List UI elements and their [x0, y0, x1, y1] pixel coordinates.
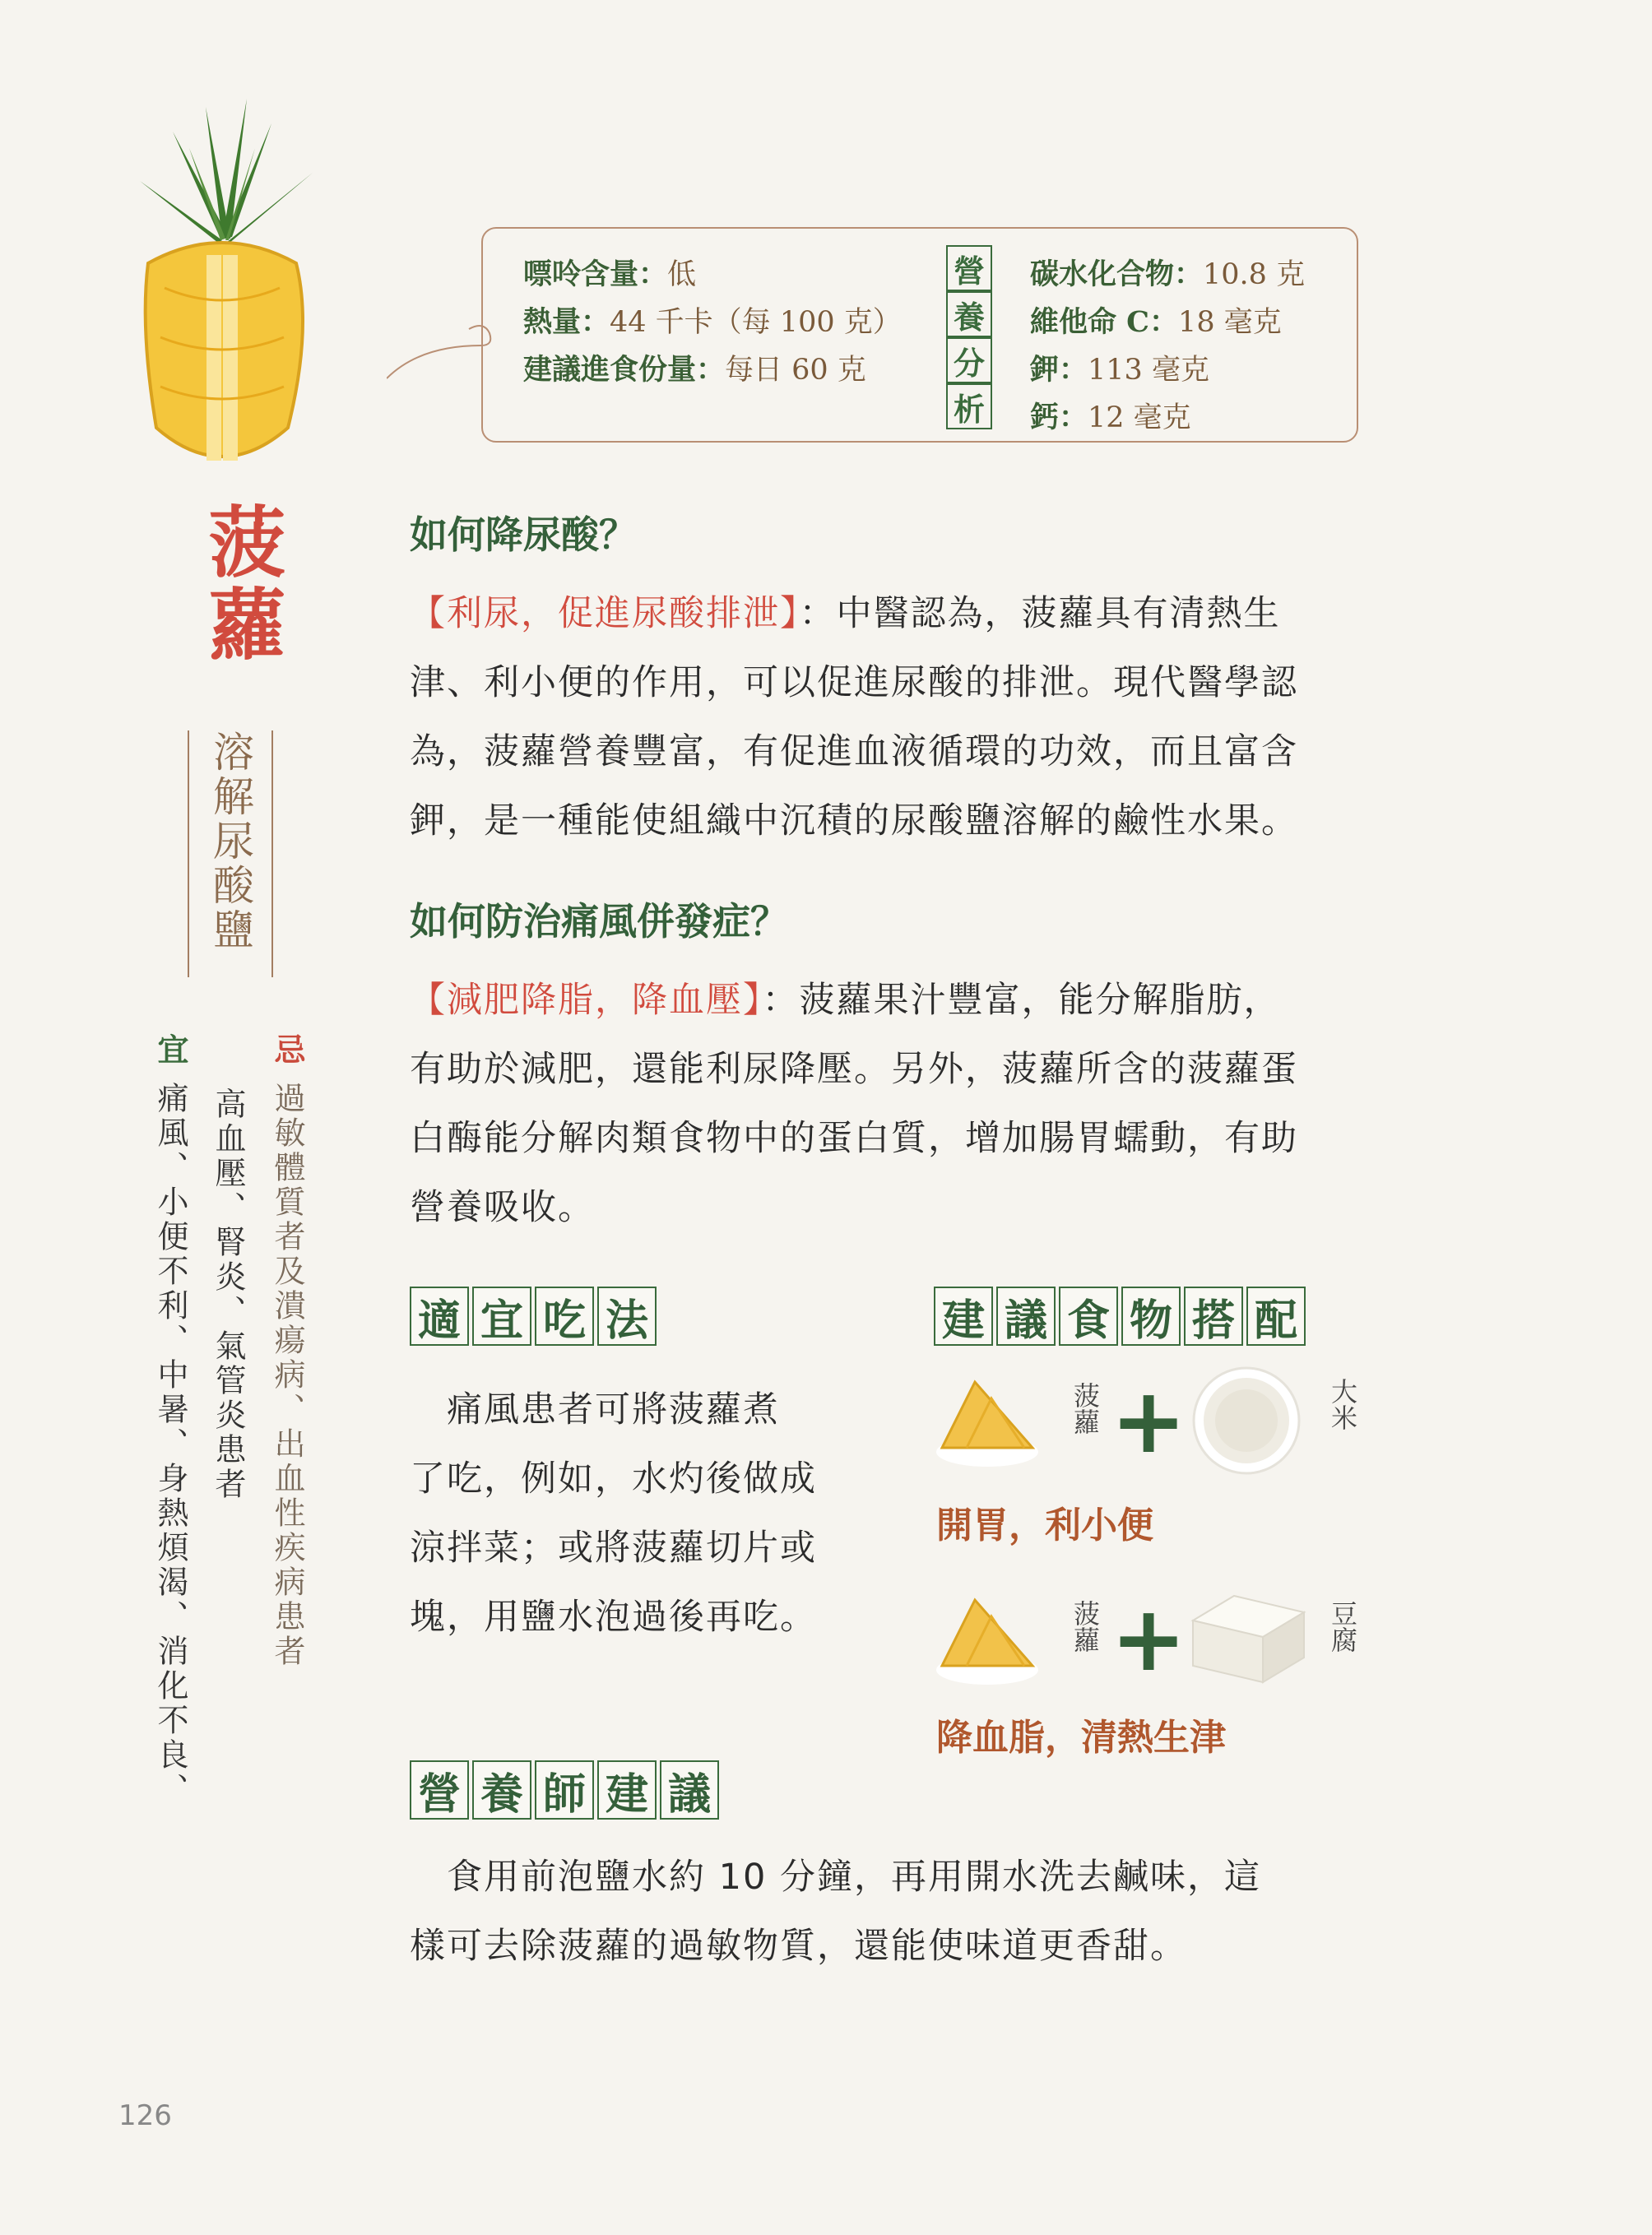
plus-icon: + — [1111, 1368, 1187, 1473]
page-number: 126 — [118, 2099, 172, 2132]
label-char: 養 — [946, 291, 992, 337]
nutrition-analysis-label — [945, 245, 993, 426]
section-heading-uric-acid: 如何降尿酸？ — [410, 512, 637, 557]
rice-image — [1191, 1366, 1302, 1477]
heading-char: 食 — [1059, 1287, 1118, 1346]
nutritionist-advice-heading — [410, 1760, 722, 1820]
body-line: 有助於減肥，還能利尿降壓。另外，菠蘿所含的菠蘿蛋 — [410, 1049, 1298, 1090]
heading-char: 吃 — [535, 1287, 594, 1346]
eating-method-body — [410, 1375, 870, 1652]
heading-char: 議 — [660, 1760, 719, 1820]
pair-item-tofu: 豆腐 — [1327, 1600, 1358, 1653]
body-line: 塊，用鹽水泡過後再吃。 — [410, 1597, 817, 1638]
section-heading-complications: 如何防治痛風併發症？ — [410, 899, 788, 944]
body-line: 涼拌菜；或將菠蘿切片或 — [410, 1528, 817, 1569]
body-line: 痛風患者可將菠蘿煮 — [410, 1389, 780, 1430]
heading-char: 營 — [410, 1760, 469, 1820]
nutrition-serving: 建議進食份量：每日 60 克 — [523, 353, 866, 387]
avoid-text-2: 高血壓、腎炎、氣管炎患者 — [210, 1087, 246, 1502]
pair-item-pineapple: 菠蘿 — [1070, 1600, 1101, 1653]
highlight-tag: 【減肥降脂，降血壓】 — [410, 980, 763, 1021]
pineapple-slice-image — [934, 1370, 1041, 1468]
pair-item-rice: 大米 — [1327, 1378, 1358, 1430]
nutrition-calories: 熱量：44 千卡（每 100 克） — [523, 305, 902, 339]
body-line: 津、利小便的作用，可以促進尿酸的排泄。現代醫學認 — [410, 662, 1298, 703]
nutrition-carbs: 碳水化合物：10.8 克 — [1030, 257, 1306, 291]
body-line: 食用前泡鹽水約 10 分鐘，再用開水洗去鹹味，這 — [410, 1857, 1262, 1898]
subtitle-frame — [188, 730, 273, 977]
section-body-complications — [410, 966, 1389, 1242]
label-char: 營 — [946, 245, 992, 291]
plus-icon: + — [1111, 1586, 1187, 1691]
heading-char: 配 — [1246, 1287, 1306, 1346]
nutrition-potassium: 鉀：113 毫克 — [1030, 353, 1209, 387]
heading-char: 宜 — [472, 1287, 531, 1346]
heading-char: 適 — [410, 1287, 469, 1346]
label-char: 分 — [946, 337, 992, 383]
avoid-text-1: 過敏體質者及潰瘍病、出血性疾病患者 — [269, 1082, 305, 1669]
suitable-label: 宜 — [152, 1033, 188, 1068]
body-line: 白酶能分解肉類食物中的蛋白質，增加腸胃蠕動，有助 — [410, 1118, 1298, 1159]
nutrition-purine: 嘌呤含量：低 — [523, 257, 697, 291]
pair-item-pineapple: 菠蘿 — [1070, 1382, 1101, 1435]
nutritionist-advice-body — [410, 1843, 1389, 1981]
page-title: 菠蘿 — [195, 502, 285, 666]
pineapple-slice-image — [934, 1588, 1041, 1686]
heading-char: 建 — [934, 1287, 993, 1346]
body-line: 了吃，例如，水灼後做成 — [410, 1458, 817, 1500]
heading-char: 搭 — [1184, 1287, 1243, 1346]
body-line: 為，菠蘿營養豐富，有促進血液循環的功效，而且富含 — [410, 731, 1298, 772]
heading-char: 建 — [597, 1760, 657, 1820]
heading-char: 物 — [1121, 1287, 1181, 1346]
pineapple-image — [123, 99, 321, 477]
subtitle: 溶解尿酸鹽 — [206, 730, 254, 953]
suitable-text: 痛風、小便不利、中暑、身熱煩渴、消化不良、 — [152, 1082, 188, 1807]
decorative-swirl — [387, 313, 494, 387]
eating-method-heading — [410, 1287, 660, 1346]
body-line: ：菠蘿果汁豐富，能分解脂肪， — [762, 980, 1281, 1021]
body-line: ：中醫認為，菠蘿具有清熱生 — [799, 593, 1281, 634]
heading-char: 法 — [597, 1287, 657, 1346]
body-line: 營養吸收。 — [410, 1187, 595, 1228]
body-line: 樣可去除菠蘿的過敏物質，還能使味道更香甜。 — [410, 1926, 1187, 1967]
section-body-uric-acid — [410, 579, 1389, 856]
heading-char: 養 — [472, 1760, 531, 1820]
pair-caption-1: 開胃，利小便 — [936, 1505, 1153, 1546]
tofu-image — [1185, 1588, 1308, 1686]
body-line: 鉀，是一種能使組織中沉積的尿酸鹽溶解的鹼性水果。 — [410, 800, 1298, 842]
label-char: 析 — [946, 383, 992, 429]
highlight-tag: 【利尿，促進尿酸排泄】 — [410, 593, 800, 634]
nutrition-vitamin-c: 維他命 C：18 毫克 — [1030, 305, 1282, 339]
food-pairing-heading — [934, 1287, 1309, 1346]
nutrition-calcium: 鈣：12 毫克 — [1030, 401, 1191, 434]
heading-char: 師 — [535, 1760, 594, 1820]
avoid-label: 忌 — [269, 1033, 305, 1068]
heading-char: 議 — [996, 1287, 1056, 1346]
pair-caption-2: 降血脂，清熱生津 — [936, 1717, 1226, 1759]
